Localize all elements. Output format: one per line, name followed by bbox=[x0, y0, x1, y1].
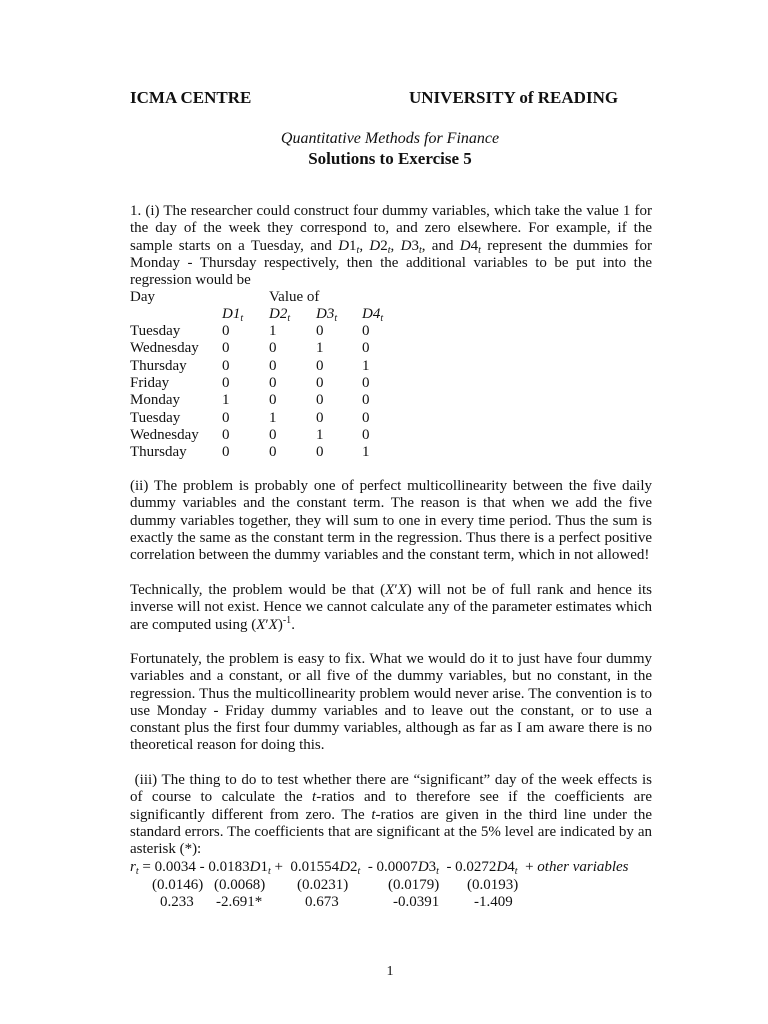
t-ratio: -1.409 bbox=[474, 894, 513, 910]
header-right: UNIVERSITY of READING bbox=[409, 88, 619, 107]
table-cell: 0 bbox=[362, 374, 370, 391]
table-cell: 1 bbox=[316, 426, 324, 443]
table-cell: 0 bbox=[316, 409, 324, 426]
course-title: Quantitative Methods for Finance bbox=[280, 130, 500, 147]
table-cell: 1 bbox=[316, 340, 324, 357]
q1-iii-paragraph: (iii) The thing to do to test whether there are “significant” day of the week effects is of course to calculate the t-ratios and to therefore see if the coefficients are significantly different from zero. The t-ratios are given in the third line under the standard errors. The coefficients that are significant at the 5% level are indicated by an asterisk (*): bbox=[130, 772, 652, 858]
page-number: 1 bbox=[386, 964, 394, 979]
table-cell: 0 bbox=[269, 374, 277, 391]
t-ratio: 0.673 bbox=[305, 894, 339, 910]
table-cell: 0 bbox=[269, 426, 277, 443]
t-ratio: -0.0391 bbox=[393, 894, 440, 910]
q1-ii-paragraph: (ii) The problem is probably one of perfect multicollinearity between the five daily dummy variables and the constant term. The reason is that when we add the five dummy variables together, they will sum to one in every time period. Thus the sum is exactly the same as the constant term in the regression. Thus there is a perfect positive correlation between the dummy variables and the constant term, which in not allowed! bbox=[130, 478, 652, 564]
std-error: (0.0068) bbox=[214, 877, 266, 893]
col-header-d4: $D4_t$ bbox=[362, 306, 384, 324]
table-cell: 0 bbox=[222, 409, 230, 426]
table-value-header: Value of bbox=[269, 289, 320, 305]
table-cell: 0 bbox=[269, 392, 277, 409]
col-header-d1: $D1_t$ bbox=[222, 306, 244, 324]
regression-equation: $r_t = 0.0034 - 0.0183D1_t + 0.01554D2_t - 0.0007D3_t - 0.0272D4_t$ + other variables bbox=[130, 859, 629, 877]
table-cell: 0 bbox=[269, 340, 277, 357]
table-row-day: Tuesday bbox=[130, 323, 181, 339]
table-cell: 0 bbox=[362, 323, 370, 339]
table-cell: 0 bbox=[316, 323, 324, 339]
table-cell: 0 bbox=[316, 374, 324, 391]
table-row-day: Monday bbox=[130, 392, 180, 409]
q1-ii-technical: Technically, the problem would be that (X′X) will not be of full rank and hence its inverse will not exist. Hence we cannot calculate any of the parameter estimates which are computed using $(X'X)^{-1}$. bbox=[130, 582, 653, 633]
std-error: (0.0231) bbox=[297, 877, 349, 893]
q1-ii-fix-paragraph: Fortunately, the problem is easy to fix. What we would do it to just have four dummy variables and a constant, or all five of the dummy variables, but no constant, in the regression. Thus the multicollinearity problem would never arise. The convention is to use Monday - Friday dummy variables and to leave out the constant, or to use a constant plus the first four dummy variables, although as far as I am aware there is no theoretical reason for doing this. bbox=[130, 651, 652, 754]
table-cell: 0 bbox=[269, 444, 277, 461]
table-day-header: Day bbox=[130, 289, 155, 305]
table-cell: 1 bbox=[362, 444, 370, 461]
table-cell: 0 bbox=[316, 444, 324, 461]
table-cell: 0 bbox=[316, 392, 324, 409]
table-row-day: Wednesday bbox=[130, 426, 199, 443]
table-cell: 0 bbox=[222, 426, 230, 443]
table-cell: 0 bbox=[362, 392, 370, 409]
table-row-day: Wednesday bbox=[130, 340, 199, 357]
table-cell: 1 bbox=[362, 357, 370, 374]
table-cell: 0 bbox=[222, 340, 230, 357]
table-row-day: Friday bbox=[130, 374, 170, 391]
table-row-day: Tuesday bbox=[130, 409, 181, 426]
table-cell: 0 bbox=[362, 409, 370, 426]
col-header-d3: $D3_t$ bbox=[316, 306, 338, 324]
std-error: (0.0179) bbox=[388, 877, 440, 893]
table-cell: 0 bbox=[222, 374, 230, 391]
table-cell: 1 bbox=[269, 323, 277, 339]
table-row-day: Thursday bbox=[130, 444, 187, 461]
table-cell: 0 bbox=[362, 426, 370, 443]
table-row-day: Thursday bbox=[130, 357, 187, 374]
table-cell: 1 bbox=[269, 409, 277, 426]
t-ratio: -2.691* bbox=[216, 894, 263, 910]
table-cell: 0 bbox=[269, 357, 277, 374]
t-ratio: 0.233 bbox=[160, 894, 194, 910]
q1-i-paragraph: 1. (i) The researcher could construct four dummy variables, which take the value 1 for the day of the week they correspond to, and zero elsewhere. For example, if the sample starts on a Tuesday, and $D1_t$, $D2_t$, $D3_t$, and $D4_t$ represent the dummies for Monday - Thursday respectively, then the additional variables to be put into the regression would be bbox=[130, 203, 652, 289]
table-cell: 0 bbox=[222, 444, 230, 461]
table-cell: 0 bbox=[222, 357, 230, 374]
table-cell: 0 bbox=[222, 323, 230, 339]
table-cell: 0 bbox=[362, 340, 370, 357]
table-cell: 1 bbox=[222, 392, 230, 409]
std-error: (0.0193) bbox=[467, 877, 519, 893]
table-cell: 0 bbox=[316, 357, 324, 374]
std-error: (0.0146) bbox=[152, 877, 204, 893]
col-header-d2: $D2_t$ bbox=[269, 306, 291, 324]
exercise-title: Solutions to Exercise 5 bbox=[308, 149, 472, 168]
header-left: ICMA CENTRE bbox=[130, 88, 252, 107]
